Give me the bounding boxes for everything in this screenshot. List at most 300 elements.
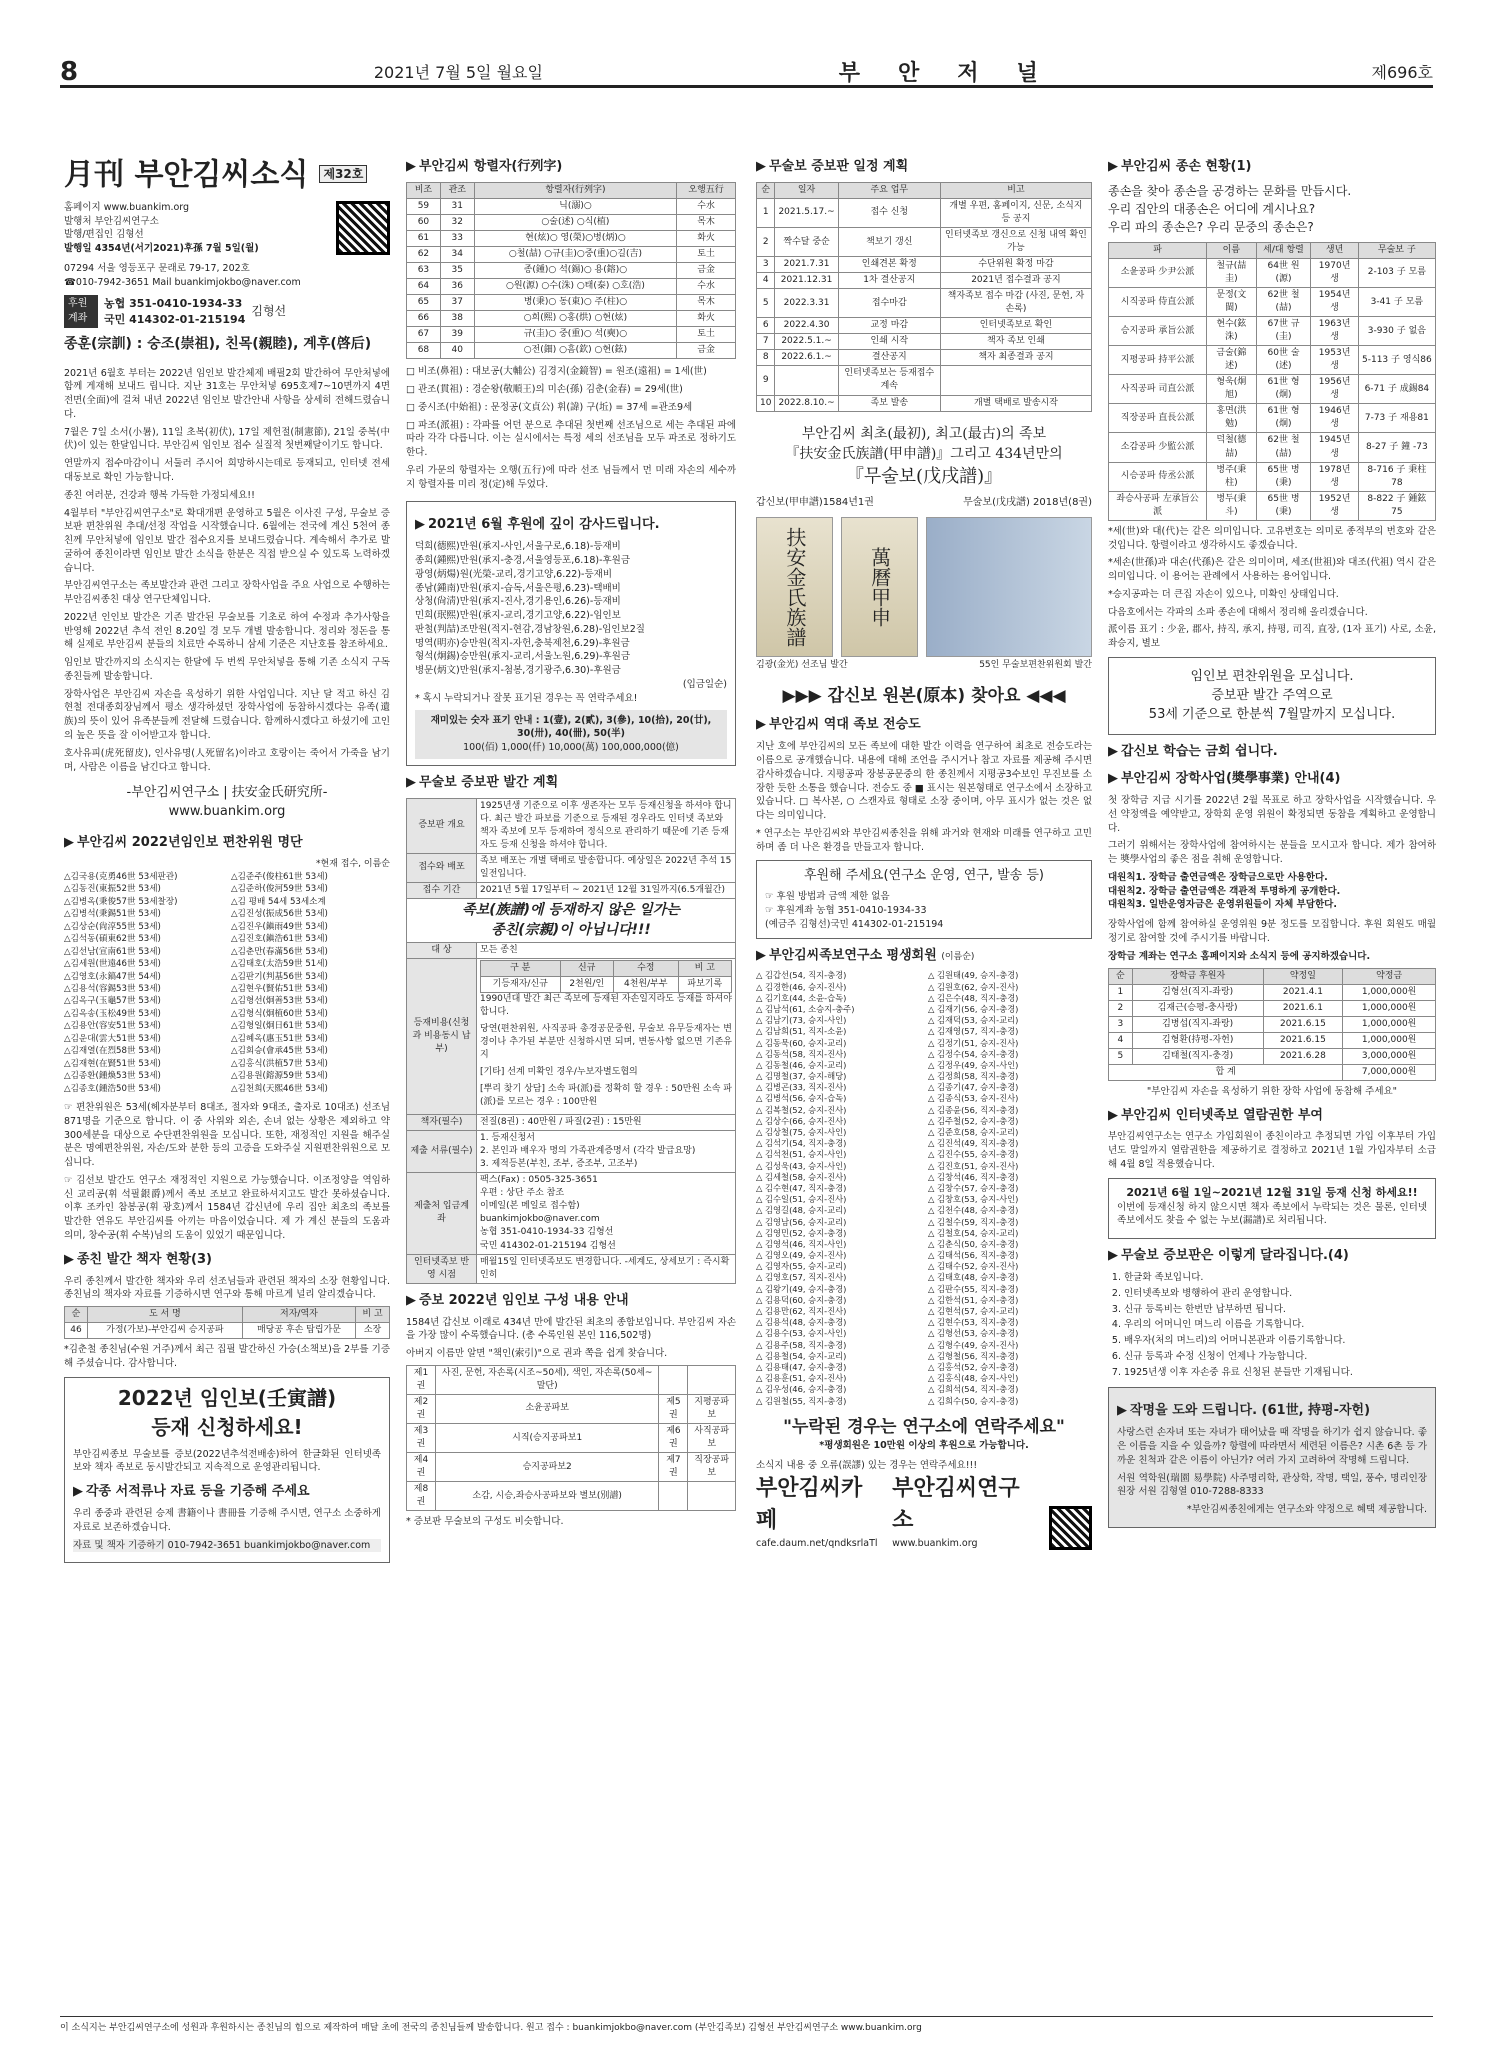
cell: 제출처 입금계좌 [407,1173,477,1254]
cell: 2 [1109,1000,1133,1016]
member-item: △ 김성욱(43, 승지-사인) [756,1160,847,1171]
table-row [757,350,1092,366]
committee-member: △김진우(鎭雨49世 53세) [231,921,328,932]
column-3 [756,150,1092,1550]
cell: 1954년생 [1311,287,1358,316]
hangryul-header: 오행五行 [677,182,736,198]
committee-member: △김용원(鎔源59世 53세) [231,1071,328,1082]
cell: 61 [407,230,441,246]
thanks-item: 종남(鍾南)만원(承지-습독,서울은평,6.23)-택배비 [415,582,621,594]
scholar-header: 약정금 [1343,968,1436,984]
image-label-1: 갑신보(甲申譜)1584년1권 [756,497,874,509]
committee-member: △김영호(永鎬47世 54세) [64,971,161,982]
reg-title-1: 2022년 임인보(壬寅譜) [117,1385,337,1410]
cell: 1,000,000원 [1343,984,1436,1000]
member-item: △ 김형선(53, 승지-충경) [928,1328,1019,1339]
cell: 제4권 [407,1453,436,1482]
cell: 김형선(직지-좌랑) [1132,984,1263,1000]
member-item: △ 김영석(46, 직지-사인) [756,1238,847,1249]
committee-member: △김용안(容安51世 53세) [64,1021,161,1032]
member-item: △ 김영민(52, 승지-충경) [756,1227,847,1238]
member-item: △ 김태석(56, 직지-충경) [928,1250,1019,1261]
member-item: △ 김창석(46, 직지-충경) [928,1171,1019,1182]
fee-table [480,960,732,993]
cell: 7,000,000원 [1343,1064,1436,1080]
hangryul-table [406,182,736,360]
cell: 2022.5.1.~ [775,334,838,350]
bank-1: 농협 351-0410-1934-33 [104,296,243,310]
hangryul-header: 비조 [407,182,441,198]
member-item: △ 김용덕(60, 승지-충경) [756,1294,847,1305]
cell: 5-113 子 영식86 [1358,346,1435,375]
member-item: △ 김갑선(54, 직지-충경) [756,970,847,981]
cell: 62世 철(喆) [1256,433,1311,462]
cell: 40 [440,343,474,359]
member-item: △ 김병곤(33, 직지-진사) [756,1082,847,1093]
books-header: 도 서 명 [87,1307,242,1323]
cell: ○전(鈿) ○흠(欽) ○현(鉉) [474,343,676,359]
naming-contact: 서원 역학원(瑞園 易學院) 사주명리학, 관상학, 작명, 택일, 풍수, 명리인장 원장 서원 김형열 010-7288-8333 [1117,1472,1427,1498]
cell: 토土 [677,327,736,343]
cell: 김형환(持평-자헌) [1132,1032,1263,1048]
diff-item: 2. 인터넷족보와 병행하여 관리 운영합니다. [1124,1287,1436,1301]
cell: 35 [440,263,474,279]
cell: 제2권 [407,1394,436,1423]
cell: 덕철(德喆) [1207,433,1256,462]
member-item: △ 김세철(58, 승지-진사) [756,1171,847,1182]
table-row [757,289,1092,318]
cell: 소윤공파보 [435,1394,659,1423]
cell: 1946년생 [1311,404,1358,433]
member-item: △ 김종기(47, 승지-충경) [928,1082,1019,1093]
member-item: △ 김태수(52, 승지-진사) [928,1261,1019,1272]
deadline-title: 2021년 6월 1일~2021년 12월 31일 등재 신청 하세요!! [1126,1185,1418,1199]
thanks-item: 종희(鍾熙)만원(承지-충경,서울영등포,6.18)-후원금 [415,555,631,567]
cell: 10 [757,395,775,411]
signature-url[interactable]: www.buankim.org [168,804,286,820]
cell [688,1365,736,1394]
schedule-header: 비고 [940,182,1091,198]
schedule-table [756,182,1092,412]
cell: 제출 서류(필수) [407,1131,477,1173]
cell: 사직공파보 [688,1423,736,1452]
compose-table [406,1365,736,1511]
donate-contact: 자료 및 책자 기증하기 010-7942-3651 buankimjokbo@naver.com [73,1539,381,1553]
cell: 1953년생 [1311,346,1358,375]
support-title: 후원해 주세요(연구소 운영, 연구, 발송 등) [804,868,1044,884]
members-note: (이름순) [941,951,975,962]
submit-item: 팩스(Fax) : 0505-325-3651 [480,1175,598,1186]
contact-line: 소식지 내용 중 오류(誤謬) 있는 경우는 연락주세요!!! [756,1460,978,1472]
cell: 9 [757,366,775,395]
naming-box [1108,1387,1436,1527]
cell: 2021.6.15 [1263,1016,1343,1032]
cell: 2-103 子 모름 [1358,258,1435,287]
first-title-3: 『무술보(戊戌譜)』 [845,466,1003,488]
intro-paragraph: 2022년 인인보 발간은 기존 발간된 무술보를 기초로 하여 수정과 추가사항을 반영해 2022년 추석 전인 8.20일 경 모두 개별 발송합니다. 정리와 정돈을 통해 실제로 부안김씨 분들의 치료만 수록하니 삼세 기준은 지난호를 참조하세요. [64,611,390,651]
cell: 8-27 子 鐘 -73 [1358,433,1435,462]
committee-member: △김병석(秉錫51世 53세) [64,909,161,920]
doc-item: 1. 등재신청서 [480,1133,535,1144]
cell: 67 [407,327,441,343]
diff-item: 5. 배우자(처의 며느리)의 어머니본관과 이름기록합니다. [1124,1334,1436,1348]
cell: 1,000,000원 [1343,1016,1436,1032]
thanks-item: 상청(尙淸)만원(承지-진사,경기용인,6.26)-등재비 [415,596,621,608]
member-item: △ 김정기(51, 승지-진사) [928,1037,1019,1048]
donate-title: ▶ 각종 서적류나 자료 등을 기증해 주세요 [73,1483,381,1502]
books-header: 저자/역자 [242,1307,355,1323]
history-title: ▶ 부안김씨 역대 족보 전승도 [756,716,1092,735]
lab-url[interactable]: www.buankim.org [892,1537,978,1549]
member-item: △ 김용주(58, 직지-충경) [756,1339,847,1350]
cell: 1952년생 [1311,491,1358,520]
table-row [1109,462,1436,491]
table-row [407,882,736,898]
cell: 기등재자/신규 [481,976,561,992]
cell: 형욱(炯旭) [1207,375,1256,404]
table-row [757,334,1092,350]
cafe-url[interactable]: cafe.daum.net/qndksrlaTl [756,1537,878,1549]
cell [688,1482,736,1511]
cell: 8-822 子 鍾鉉75 [1358,491,1435,520]
cell: 1차 결산공지 [838,273,940,289]
jongson-line: 종손을 찾아 종손을 공경하는 문화를 만듭시다. [1108,183,1352,198]
signature [64,784,390,822]
cell: 67世 규(圭) [1256,317,1311,346]
thanks-item: 병문(炳文)만원(承지-첨봉,경기광주,6.30)-후원금 [415,665,621,677]
cell: 파보기록 [678,976,731,992]
member-item: △ 김용수(53, 승지-사인) [756,1328,847,1339]
cell: 대 상 [407,942,477,958]
doc-item: 2. 본인과 배우자 명의 가족관계증명서 (각각 발급요망) [480,1146,696,1157]
scholar-header: 장학금 후원자 [1132,968,1263,984]
reg-title-2: 등재 신청하세요! [151,1414,303,1439]
hangryul-text: 우리 가문의 항렬자는 오행(五行)에 따라 선조 님들께서 먼 미래 자손의 세수까지 항렬자를 미리 정(定)해 두었다. [406,464,736,490]
study-title: ▶ 갑신보 학습는 금회 쉽니다. [1108,743,1436,762]
jongson-note: *승지공파는 더 큰집 자손이 있으나, 미확인 상태입니다. [1108,588,1339,600]
committee-member: △김판기(判基56世 53세) [231,971,328,982]
table-row [1109,287,1436,316]
cell: 매월15일 인터넷족보도 변경합니다. -세계도, 상세보기 : 즉시확인히 [477,1254,736,1283]
first-title-1: 부안김씨 최초(最初), 최고(最古)의 족보 [801,425,1047,442]
cell: ○철(喆) ○규(圭)○중(重)○길(吉) [474,247,676,263]
intro-article [64,367,390,775]
cell: 지평공파보 [688,1394,736,1423]
cell: 1978년생 [1311,462,1358,491]
cell: 2021.4.1 [1263,984,1343,1000]
deadline-box [1108,1178,1436,1239]
cell: 매당공 후손 탑립가문 [242,1323,355,1339]
member-item: △ 김천수(48, 승지-충경) [928,1205,1019,1216]
committee-list [64,871,390,1095]
recruit-title: 임인보 편찬위원을 모십니다. [1190,668,1354,684]
table-row [407,1453,736,1482]
member-item: △ 김창호(53, 승지-사인) [928,1194,1019,1205]
hangryul-note: □ 비조(鼻祖) : 대보공(大輔公) 김경지(金鏡智) = 원조(遠祖) = 1세(世) [406,366,707,378]
hangryul-header: 항렬자(行列字) [474,182,676,198]
table-row [1109,1064,1436,1080]
slogan: 종훈(宗訓) : 숭조(崇祖), 친목(親睦), 계후(啓后) [64,336,372,353]
address: 07294 서울 영등포구 문래로 79-17, 202호 [64,262,250,274]
table-row [1109,317,1436,346]
cell: 현(炫)○ 영(榮)○병(炳)○ [474,230,676,246]
committee-note: *현재 접수, 이름순 [316,858,390,869]
fee-text: 1990년대 발간 최근 족보에 등재된 자손일지라도 등재를 하셔야 합니다. [480,993,732,1017]
cell: 좌승사공파 左承旨公派 [1109,491,1207,520]
table-row [407,1394,736,1423]
table-row [1109,1048,1436,1064]
jongson-header: 무술보 子 [1358,242,1435,258]
history-text: 지난 호에 부안김씨의 모든 족보에 대한 발간 이력을 연구하여 최초로 전승도라는 이름으로 공개했습니다. 내용에 대해 조언을 주시거나 참고 자료를 제공해 주시면 감사하겠습니다. 지평공파 장봉공문중의 한 종친께서 지평공3수보인 무진보를 소장한 듯한 소통을 했습니다. 전승도 중 ■ 표시는 원본형태로 연구소에서 소장하고 있습니다. □ 복사본, ○ 스캔자료 형태로 소장 중이며, 아무 표시가 없는 것은 없다는 의미입니다. [756,741,1092,822]
recruit-box [1108,657,1436,736]
table-row [407,230,736,246]
hangryul-note: □ 파조(派祖) : 각파를 어던 분으로 추대된 첫번째 선조님으로 세는 추대된 파에 따라 각각 다릅니다. 이는 실시에서는 특정 세의 선조님을 모두 파조로 정하기도 한다. [406,419,736,459]
cell: 목木 [677,214,736,230]
fee-header: 수정 [613,960,678,976]
cell: 1945년생 [1311,433,1358,462]
member-item: △ 김경한(46, 승지-진사) [756,981,847,992]
cell: 4천원/부부 [613,976,678,992]
submit-item: 농협 351-0410-1934-33 김형선 [480,1227,614,1238]
thanks-note: (입금일순) [682,678,727,690]
committee-member: △김춘만(春滿56世 53세) [231,946,328,957]
compose-title: ▶ 증보 2022년 임인보 구성 내용 안내 [406,1292,736,1311]
table-row [1109,1000,1436,1016]
cell: 닉(溺)○ [474,198,676,214]
diff-item: 4. 우리의 어머니인 며느리 이름을 기록합니다. [1124,1318,1436,1332]
cell: ○원(源) ○수(洙) ○태(泰) ○호(浩) [474,279,676,295]
cell: 금술(錦述) [1207,346,1256,375]
cell: 2021.6.28 [1263,1048,1343,1064]
schedule-header: 일자 [775,182,838,198]
thanks-title: ▶ 2021년 6월 후원에 깊이 감사드립니다. [415,516,727,535]
thanks-item: 광영(炳煬)원(光榮-교리,경기고양,6.22)-등재비 [415,568,612,580]
cell: 소감, 시승,좌승사공파보와 별보(別譜) [435,1482,659,1511]
sponsor-account [64,295,390,328]
cell: 인쇄견본 확정 [838,257,940,273]
cell: 직장공파 直長公派 [1109,404,1207,433]
member-item: △ 김수일(51, 승지-진사) [756,1194,847,1205]
publisher: 발행처 부안김씨연구소 [64,215,159,227]
cell: 홍면(洪勉) [1207,404,1256,433]
committee-member: △김운대(雲大51世 53세) [64,1033,161,1044]
member-item: △ 김영남(56, 승지-교리) [756,1216,847,1227]
committee-member: △김회승(會承45世 53세) [231,1046,328,1057]
committee-member: △김홍식(洪植57世 53세) [231,1058,328,1069]
table-row [65,1323,390,1339]
member-item: △ 김우성(46, 승지-충경) [756,1384,847,1395]
member-item: △ 김현수(53, 직지-충경) [928,1317,1019,1328]
cell: 수水 [677,198,736,214]
cell [659,1482,688,1511]
cell: 접수 신청 [838,198,940,227]
committee-member: △김상순(尙淳55世 53세) [64,921,161,932]
jongson-intro [1108,182,1436,236]
table-row [407,1173,736,1254]
member-item: △ 김홍석(52, 승지-충경) [928,1361,1019,1372]
committee-member: △김 평배 54세 53세소계 [231,896,326,907]
cell: ○희(熙) ○홍(烘) ○현(炫) [474,311,676,327]
jongson-header: 생년 [1311,242,1358,258]
cafe-logo[interactable]: 부안김씨카페 [756,1475,863,1533]
plan-slogan-1: 족보(族譜)에 등재하지 않은 일가는 [462,901,680,918]
member-item: △ 김희수(50, 승지-충경) [928,1395,1019,1406]
member-item: △ 김명철(37, 승지-해당) [756,1071,847,1082]
scholar-text-4: 장학금 계좌는 연구소 홈페이지와 소식지 등에 공지하겠습니다. [1108,950,1371,962]
submit-item: 국민 414302-01-215194 김형선 [480,1240,616,1251]
table-row [407,279,736,295]
internet-text: 부안김씨연구소는 연구소 가입회원이 종친이라고 추정되면 가입 이후부터 가입년도 말일까지 열람권한을 제공하기로 결정하고 2021년 1월 가입자부터 소급해 4월 8일 적용했습니다. [1108,1131,1436,1170]
history-note: * 연구소는 부안김씨와 부안김씨종친을 위해 과거와 현재와 미래를 연구하고 고민하며 좀 더 나은 환경을 만들고자 합니다. [756,827,1092,853]
books-note: *김춘철 종친님(수원 거주)께서 최근 집필 발간하신 가승(소책보)을 2부를 기증해 주셨습니다. 감사합니다. [64,1344,390,1369]
member-item: △ 김형철(56, 직지-충경) [928,1350,1019,1361]
member-item: △ 김진호(51, 승지-진사) [928,1160,1019,1171]
member-item: △ 김영호(57, 직지-진사) [756,1272,847,1283]
scholar-text: 첫 장학금 지급 시기를 2022년 2월 목표로 하고 장학사업을 시작했습니다. 우선 약정액을 예약받고, 장학회 운영 위원이 확정되면 동참을 계획하고 운영합니다. [1108,795,1436,834]
member-item: △ 김원호(62, 승지-진사) [928,981,1019,992]
member-item: △ 김희석(54, 직지-충경) [928,1384,1019,1395]
member-item: △ 김형수(49, 승지-진사) [928,1339,1019,1350]
members-list [756,970,1092,1406]
member-item: △ 김상수(66, 승지-진사) [756,1115,847,1126]
committee-member: △김석동(碩東62世 53세) [64,934,161,945]
cell: 교정 마감 [838,318,940,334]
cell: 60 [407,214,441,230]
books-title: ▶ 종친 발간 책자 현황(3) [64,1251,390,1270]
cell: 가정(가보)-부안김씨 승지공파 [87,1323,242,1339]
member-item: △ 김현석(57, 승지-교리) [928,1306,1019,1316]
cell: 종(鍾)○ 석(錫)○ 용(鎔)○ [474,263,676,279]
member-item: △ 김재덕(53, 승지-교리) [928,1015,1019,1026]
cell: 인터넷족보는 등재접수 계속 [838,366,940,395]
committee-member: △김종환(鍾煥53世 53세) [64,1071,161,1082]
scholar-text-3: 장학사업에 함께 참여하실 운영위원 9분 정도를 모집합니다. 후원 회원도 매월정기로 참여할 것에 주시기를 바랍니다. [1108,919,1436,944]
fee-text-2: 당연(편찬위원, 사직공파 총경공문중원, 무술보 유무등재자는 변경이나 추가된 부분만 신청하시면 되며, 변동사항 없으면 기존유지 [480,1023,732,1060]
member-item: △ 김복철(52, 승지-진사) [756,1104,847,1115]
header-date: 2021년 7월 5일 월요일 [373,63,543,82]
cell: 36 [440,279,474,295]
intro-paragraph: 2021년 6월호 부터는 2022년 임인보 발간체제 배필2회 발간하여 무안처넣에 함께 게재해 보내드 립니다. 지난 31호는 무안처넣 695호제7~10면까지 4면 전면(全面)에 걸쳐 내년 2022년 임인보 발간안내 사항을 상세히 전해드렸습니다. [64,367,390,420]
table-row [757,395,1092,411]
cell: 66 [407,311,441,327]
intro-paragraph: 부안김씨연구소는 족보발간과 관련 그리고 장학사업을 주요 사업으로 수행하는 부안김씨종친 대상 연구단체입니다. [64,580,390,606]
cell: 시직(승지공파보1 [435,1423,659,1452]
plan-slogan-2: 종친(宗親)이 아닙니다!!! [491,922,651,939]
jongson-note: 다음호에서는 각파의 소파 종손에 대해서 정리해 올리겠습니다. [1108,606,1368,618]
page-header [60,58,1433,88]
schedule-header: 주요 업무 [838,182,940,198]
diff-title: ▶ 무술보 증보판은 이렇게 달라집니다.(4) [1108,1247,1436,1266]
missing-title: "누락된 경우는 연구소에 연락주세요" [783,1416,1065,1437]
cell: 2021년 5월 17일부터 ~ 2021년 12월 31일까지(6.5개월간) [477,882,736,898]
submit-item: 우편 : 상단 주소 참조 [480,1188,565,1199]
member-item: △ 김철수(59, 직지-충경) [928,1216,1019,1227]
cell: 접수와 배포 [407,853,477,882]
gapsin-book-image-2: 萬曆甲申 [841,517,918,657]
book-photos [756,517,1092,657]
cell: 김병섭(직지-좌랑) [1132,1016,1263,1032]
cell: 책자족보 접수 마감 (사진, 문헌, 자손록) [940,289,1091,318]
jongson-header: 세/대 항렬 [1256,242,1311,258]
cell: 금金 [677,263,736,279]
fee-header: 신규 [560,960,613,976]
cell: 직장공파보 [688,1453,736,1482]
table-row [757,198,1092,227]
cell: 승지공파보2 [435,1453,659,1482]
lab-logo[interactable]: 부안김씨연구소 [892,1475,1020,1533]
thanks-item: 덕희(德熙)만원(承지-사인,서울구로,6.18)-등재비 [415,541,621,553]
scholar-title: ▶ 부안김씨 장학사업(奬學事業) 안내(4) [1108,770,1436,789]
cell: 접수 기간 [407,882,477,898]
recruit-sub-2: 53세 기준으로 한분씩 7월말까지 모십니다. [1148,706,1396,722]
fee-header: 구 분 [481,960,561,976]
cell: 소장 [356,1323,390,1339]
member-item: △ 김진수(55, 승지-충경) [928,1149,1019,1160]
cell: 2021.7.31 [775,257,838,273]
scholar-rule: 대원칙2. 장학금 출연금액은 객관적 투명하게 공개한다. [1108,885,1341,897]
intro-paragraph: 4월부터 "부안김씨연구소"로 확대개편 운영하고 5월은 이사진 구성, 무술보 증보판 편찬위원 추대/선정 작업을 시작했습니다. 6월에는 전국에 계신 5천여 종친께 무안처넣에 임인보 발간 접수요지를 보내드렸습니다. 계속해서 추가로 발굴하여 종친이라면 임인보 발간 소식을 한분은 직접 받으실 수 있도록 노력하겠습니다. [64,507,390,574]
cell: 병주(秉柱) [1207,462,1256,491]
cell: 38 [440,311,474,327]
cell: 규(圭)○ 중(重)○ 석(奭)○ [474,327,676,343]
support-box [756,860,1092,938]
hangryul-notes [406,365,736,491]
cell: 족보 발송 [838,395,940,411]
numbers-box [415,710,727,759]
table-row [407,1482,736,1511]
jongson-title: ▶ 부안김씨 종손 현황(1) [1108,158,1436,177]
hangryul-note: □ 중시조(中始祖) : 문정공(文貞公) 휘(諱) 구(坵) = 37세 =관조9세 [406,401,693,413]
phone-mail: ☎010-7942-3651 Mail buankimjokbo@naver.com [64,276,301,288]
masthead-issue: 제32호 [319,165,367,183]
cell: 수水 [677,279,736,295]
member-item: △ 김용만(62, 직지-진사) [756,1306,847,1316]
cell: 2021.12.31 [775,273,838,289]
cell: 6-71 子 成錫84 [1358,375,1435,404]
page-footer: 이 소식지는 부안김씨연구소에 성원과 후원하시는 종친님의 힘으로 제작하여 매달 초에 전국의 종친님들께 발송합니다. 원고 접수 : buankimjokbo@naver.com (부안김족보) 김형선 부안김씨연구소 www.buankim.org [60,2016,1433,2033]
member-item: △ 김정희(58, 직지-충경) [928,1071,1019,1082]
committee-member: △김종호(鍾浩50世 53세) [64,1083,161,1094]
table-row [757,227,1092,256]
table-row [1109,433,1436,462]
member-item: △ 김준호(58, 승지-교리) [928,1127,1019,1137]
support-item: (예금주 김형선)국민 414302-01-215194 [765,918,944,930]
member-item: △ 김남기(73, 승지-사인) [756,1015,847,1026]
doc-item: 3. 제적등본(부친, 조부, 증조부, 고조부) [480,1159,638,1170]
cell: 1925년생 기준으로 이후 생존자는 모두 등재신청을 하셔야 합니다. 최근 발간 파보를 기준으로 등재된 경우라도 인터넷 족보와 책자 족보에 모두 등재하여 정식으로 관리하기 때문에 기존 등재자도 등재 신청을 하셔야 합니다. [477,798,736,853]
cell: 3-930 子 없음 [1358,317,1435,346]
jongson-table [1108,242,1436,521]
member-item: △ 김수현(47, 직지-충경) [756,1182,847,1193]
cell: 소윤공파 少尹公派 [1109,258,1207,287]
cell: 1963년생 [1311,317,1358,346]
table-row [407,311,736,327]
cell: 3,000,000원 [1343,1048,1436,1064]
member-item: △ 김석천(51, 승지-사인) [756,1149,847,1160]
table-row [407,295,736,311]
cell: 7 [757,334,775,350]
member-item: △ 김영길(48, 승지-교리) [756,1205,847,1216]
cell: 김태철(직지-충경) [1132,1048,1263,1064]
committee-member: △김용석(容錫53世 53세) [64,983,161,994]
editor: 발행/편집인 김형선 [64,229,144,241]
thanks-item: 민희(珉熙)만원(承지-교리,경기고양,6.22)-임인보 [415,610,621,622]
member-item: △ 김용석(48, 승지-충경) [756,1317,847,1328]
cell: 지평공파 持平公派 [1109,346,1207,375]
cell: 병(秉)○ 동(東)○ 주(柱)○ [474,295,676,311]
submit-item[interactable]: buankimjokbo@naver.com [480,1214,600,1225]
cell [659,1365,688,1394]
